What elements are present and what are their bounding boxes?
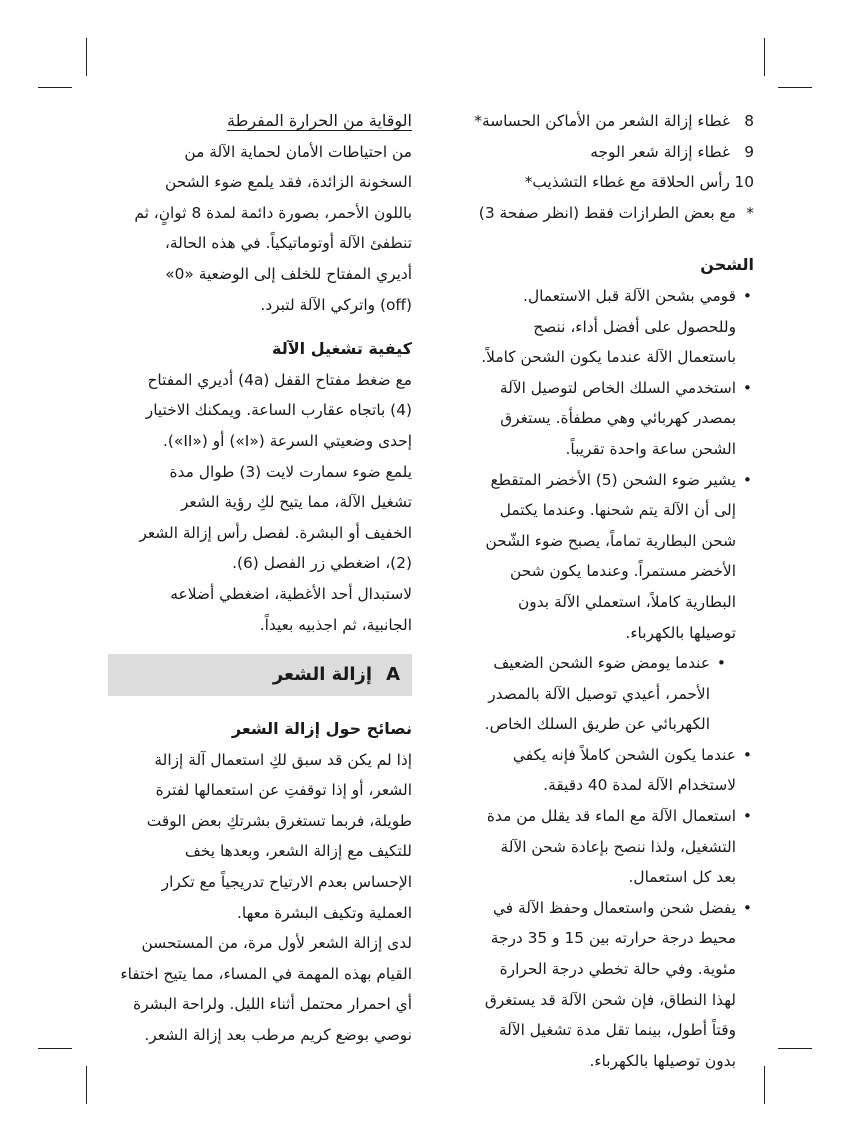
right-column <box>436 106 754 1076</box>
crop-mark <box>764 38 765 76</box>
section-title: إزالة الشعر <box>272 663 373 685</box>
crop-mark <box>38 1048 72 1049</box>
crop-mark <box>778 1048 812 1049</box>
section-letter: A <box>386 663 400 685</box>
section-bar <box>108 654 412 696</box>
list-item: • عندما يومض ضوء الشحن الضعيف الأحمر، أعيدي توصيل الآلة بالمصدر الكهربائي عن طريق السلك الخاص. <box>436 648 754 740</box>
list-item: • يشير ضوء الشحن (5) الأخضر المتقطع إلى أن الآلة يتم شحنها. وعندما يكتمل شحن البطارية تماماً، يصبح ضوء الشّحن الأخضر مستمراً. وعندما يكون شحن البطارية كاملاً، استعملي الآلة بدون توصيلها بالكهرباء. <box>436 465 754 649</box>
overheat-heading: الوقاية من الحرارة المفرطة <box>227 111 412 130</box>
list-item: 9غطاء إزالة شعر الوجه <box>590 142 754 161</box>
list-item: • استعمال الآلة مع الماء قد يقلل من مدة التشغيل، ولذا ننصح بإعادة شحن الآلة بعد كل استعمال. <box>436 801 754 893</box>
crop-mark <box>86 38 87 76</box>
tips-paragraph: إذا لم يكن قد سبق لكِ استعمال آلة إزالة الشعر، أو إذا توقفتِ عن استعمالها لفترة طويلة، فربما تستغرق بشرتكِ بعض الوقت للتكيف مع إزالة الشعر، وبعدها يخف الإحساس بعدم الارتياح تدريجياً مع تكرار العملية وتكيف البشرة معها. لدى إزالة الشعر لأول مرة، من المستحسن القيام بهذه المهمة في المساء، مما يتيح اختفاء أي احمرار محتمل أثناء الليل. ولراحة البشرة نوصي بوضع كريم مرطب بعد إزالة الشعر. <box>120 750 412 1045</box>
crop-mark <box>778 87 812 88</box>
crop-mark <box>764 1066 765 1104</box>
list-item: • استخدمي السلك الخاص لتوصيل الآلة بمصدر كهربائي وهي مطفأة. يستغرق الشحن ساعة واحدة تقريباً. <box>436 373 754 465</box>
charging-heading: الشحن <box>700 255 754 275</box>
parts-list <box>436 106 754 228</box>
operation-heading: كيفية تشغيل الآلة <box>272 339 412 359</box>
crop-mark <box>86 1066 87 1104</box>
tips-heading: نصائح حول إزالة الشعر <box>231 719 412 739</box>
list-item: 10رأس الحلاقة مع غطاء التشذيب* <box>524 173 754 192</box>
footnote: *مع بعض الطرازات فقط (انظر صفحة 3) <box>478 203 754 222</box>
crop-mark <box>38 87 72 88</box>
overheat-paragraph: من احتياطات الأمان لحماية الآلة من السخونة الزائدة، فقد يلمع ضوء الشحن باللون الأحمر، بصورة دائمة لمدة 8 ثوانٍ، ثم تنطفئ الآلة أوتوماتيكياً. في هذه الحالة، أديري المفتاح للخلف إلى الوضعية «0» (off) واتركي الآلة لتبرد. <box>134 142 412 314</box>
list-item: • يفضل شحن واستعمال وحفظ الآلة في محيط درجة حرارته بين 15 و 35 درجة مئوية. وفي حالة تخطي درجة الحرارة لهذا النطاق، فإن شحن الآلة قد يستغرق وقتاً أطول، بينما تقل مدة تشغيل الآلة بدون توصيلها بالكهرباء. <box>436 893 754 1077</box>
list-item: • عندما يكون الشحن كاملاً فإنه يكفي لاستخدام الآلة لمدة 40 دقيقة. <box>436 740 754 801</box>
list-item: 8غطاء إزالة الشعر من الأماكن الحساسة* <box>474 112 754 130</box>
charging-list <box>436 281 754 1076</box>
operation-paragraph: مع ضغط مفتاح القفل (4a) أديري المفتاح (4) باتجاه عقارب الساعة. ويمكنك الاختيار إحدى وضعيتي السرعة («I») أو («II»). يلمع ضوء سمارت لايت (3) طوال مدة تشغيل الآلة، مما يتيح لكِ رؤية الشعر الخفيف أو البشرة. لفصل رأس إزالة الشعر (2)، اضغطي زر الفصل (6). لاستبدال أحد الأغطية، اضغطي أضلاعه الجانبية، ثم اجذبيه بعيداً. <box>139 370 412 634</box>
left-column <box>108 106 412 1051</box>
list-item: • قومي بشحن الآلة قبل الاستعمال. وللحصول على أفضل أداء، ننصح باستعمال الآلة عندما يكون الشحن كاملاً. <box>436 281 754 373</box>
